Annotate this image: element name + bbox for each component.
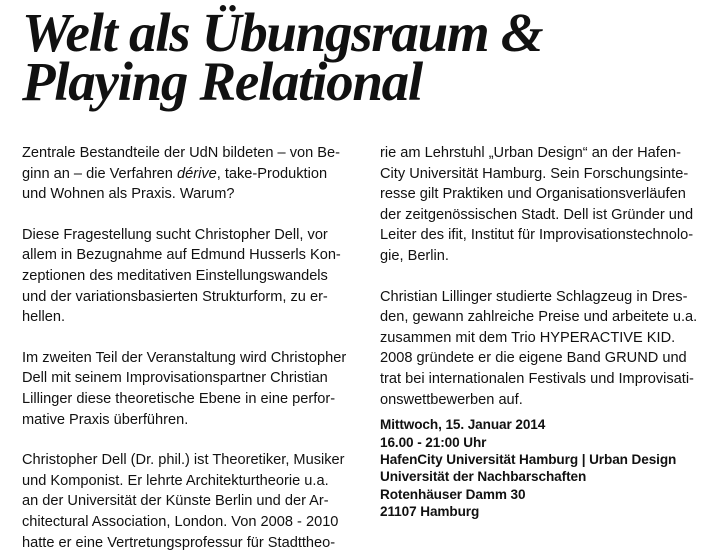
text-line: ginn an – die Verfahren dérive, take-Produktion xyxy=(22,164,360,185)
text-line: hellen. xyxy=(22,307,360,328)
text-line: Diese Fragestellung sucht Christopher Dell, vor xyxy=(22,225,360,246)
event-venue: HafenCity Universität Hamburg | Urban Design xyxy=(380,451,710,468)
event-details xyxy=(380,416,710,520)
text-line: Im zweiten Teil der Veranstaltung wird Christopher xyxy=(22,348,360,369)
italic-term: dérive xyxy=(177,166,217,182)
text-line: chitectural Association, London. Von 2008 - 2010 xyxy=(22,512,360,533)
text-line: an der Universität der Künste Berlin und der Ar- xyxy=(22,491,360,512)
text-line: hatte er eine Vertretungsprofessur für Stadttheo- xyxy=(22,533,360,553)
text-line: Zentrale Bestandteile der UdN bildeten – von Be- xyxy=(22,143,360,164)
text-line: zeptionen des meditativen Einstellungswandels xyxy=(22,266,360,287)
bio-lillinger-paragraph xyxy=(380,287,710,411)
event-city: 21107 Hamburg xyxy=(380,503,710,520)
text-line: rie am Lehrstuhl „Urban Design“ an der Hafen- xyxy=(380,143,710,164)
bio-dell-paragraph xyxy=(22,450,360,553)
title-line-2: Playing Relational xyxy=(22,57,712,106)
text-line: Lillinger diese theoretische Ebene in eine perfor- xyxy=(22,389,360,410)
text-line: Dell mit seinem Improvisationspartner Christian xyxy=(22,368,360,389)
text-line: gie, Berlin. xyxy=(380,246,710,267)
text-line: mative Praxis überführen. xyxy=(22,410,360,431)
text-line: und der variationsbasierten Strukturform, zu er- xyxy=(22,287,360,308)
event-time: 16.00 - 21:00 Uhr xyxy=(380,434,710,451)
title-line-1: Welt als Übungsraum & xyxy=(22,8,712,57)
text-line: der zeitgenössischen Stadt. Dell ist Gründer und xyxy=(380,205,710,226)
text-line: allem in Bezugnahme auf Edmund Husserls Kon- xyxy=(22,245,360,266)
question-paragraph xyxy=(22,225,360,328)
event-organizer: Universität der Nachbarschaften xyxy=(380,468,710,485)
event-street: Rotenhäuser Damm 30 xyxy=(380,486,710,503)
text-line: resse gilt Praktiken und Organisationsverläufen xyxy=(380,184,710,205)
intro-paragraph xyxy=(22,143,360,205)
text-line: trat bei internationalen Festivals und Improvisati- xyxy=(380,369,710,390)
right-column xyxy=(380,143,710,521)
second-part-paragraph xyxy=(22,348,360,430)
page-title xyxy=(22,8,712,106)
text-line: und Wohnen als Praxis. Warum? xyxy=(22,184,360,205)
text-line: zusammen mit dem Trio HYPERACTIVE KID. xyxy=(380,328,710,349)
left-column xyxy=(22,143,360,553)
text-line: onswettbewerben auf. xyxy=(380,390,710,411)
text-line: Leiter des ifit, Institut für Improvisationstechnolo- xyxy=(380,225,710,246)
text-line: und Komponist. Er lehrte Architekturtheorie u.a. xyxy=(22,471,360,492)
text-line: Christopher Dell (Dr. phil.) ist Theoretiker, Musiker xyxy=(22,450,360,471)
text-line: 2008 gründete er die eigene Band GRUND und xyxy=(380,348,710,369)
bio-dell-continued-paragraph xyxy=(380,143,710,267)
text-line: City Universität Hamburg. Sein Forschungsinte- xyxy=(380,164,710,185)
event-date: Mittwoch, 15. Januar 2014 xyxy=(380,416,710,433)
text-line: Christian Lillinger studierte Schlagzeug in Dres- xyxy=(380,287,710,308)
text-line: den, gewann zahlreiche Preise und arbeitete u.a. xyxy=(380,307,710,328)
